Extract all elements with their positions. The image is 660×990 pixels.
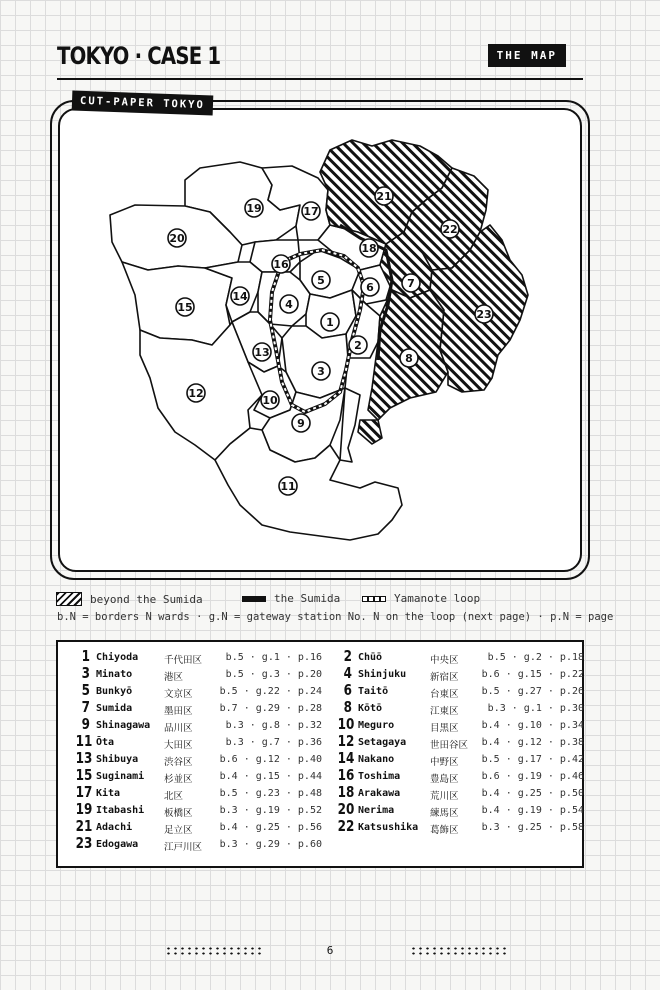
ward-ref: b.3 · g.1 · p.30	[487, 703, 584, 714]
ward-row	[72, 817, 322, 837]
ward-number: 14	[337, 749, 355, 767]
ward-name-en: Minato	[96, 669, 133, 680]
legend-river	[242, 592, 340, 605]
page-number: 6	[326, 944, 334, 957]
ward-row	[72, 732, 322, 752]
ward-name-ja: 練馬区	[430, 808, 459, 819]
ward-ref: b.6 · g.15 · p.22	[481, 669, 584, 680]
ward-name-en: Chūō	[358, 652, 383, 663]
legend-hatch-label: beyond the Sumida	[90, 592, 203, 606]
legend-loop	[362, 592, 480, 605]
ward-name-ja: 板橋区	[164, 808, 193, 819]
ward-row	[72, 783, 322, 803]
ward-name-en: Nakano	[358, 754, 395, 765]
hatch-swatch	[56, 592, 82, 606]
ward-ref: b.3 · g.25 · p.58	[481, 822, 584, 833]
ward-badge-label: 14	[232, 290, 248, 303]
ward-badge-label: 4	[285, 298, 293, 311]
ward-number: 8	[343, 698, 352, 716]
ward-number: 20	[337, 800, 355, 818]
ward-number: 11	[75, 732, 93, 750]
ward-badge-label: 10	[262, 394, 278, 407]
ward-number: 7	[81, 698, 90, 716]
ward-ref: b.7 · g.29 · p.28	[219, 703, 322, 714]
ward-number: 13	[75, 749, 93, 767]
ward-number: 2	[343, 647, 352, 665]
ward-name-en: Kita	[96, 788, 121, 799]
ward-row	[334, 732, 584, 752]
ward-badge-label: 13	[254, 346, 270, 359]
ward-row	[334, 783, 584, 803]
ward-badge-label: 11	[280, 480, 296, 493]
ward-name-en: Shibuya	[96, 754, 139, 765]
ward-ref: b.4 · g.10 · p.34	[481, 720, 584, 731]
ward-name-ja: 葛飾区	[430, 825, 459, 836]
ward-badge-label: 18	[361, 242, 377, 255]
ward-name-en: Sumida	[96, 703, 133, 714]
ward-name-ja: 台東区	[430, 689, 459, 700]
ward-badge-label: 15	[177, 301, 193, 314]
ward-name-en: Shinagawa	[96, 720, 151, 731]
ward-badge-label: 1	[326, 316, 334, 329]
ward-number: 23	[75, 834, 93, 852]
ward-index-table	[56, 640, 584, 868]
ward-name-en: Edogawa	[96, 839, 139, 850]
ward-name-en: Toshima	[358, 771, 401, 782]
ward-name-ja: 新宿区	[430, 672, 459, 683]
ward-name-ja: 墨田区	[164, 706, 193, 717]
ward-number: 1	[81, 647, 90, 665]
ward-row	[72, 715, 322, 735]
ward-row	[72, 834, 322, 854]
ward-badge-label: 6	[366, 281, 374, 294]
ward-ref: b.3 · g.8 · p.32	[225, 720, 322, 731]
ward-number: 15	[75, 766, 93, 784]
ward-name-en: Adachi	[96, 822, 133, 833]
ward-ref: b.5 · g.27 · p.26	[481, 686, 584, 697]
ward-badge-label: 9	[297, 417, 305, 430]
ward-ref: b.5 · g.22 · p.24	[219, 686, 322, 697]
ward-row	[334, 715, 584, 735]
ward-number: 5	[81, 681, 90, 699]
ward-badge-label: 22	[442, 223, 458, 236]
ward-ref: b.6 · g.19 · p.46	[481, 771, 584, 782]
ward-name-ja: 中野区	[430, 757, 459, 768]
ward-badge-label: 2	[354, 339, 362, 352]
ward-name-en: Kōtō	[358, 703, 383, 714]
ward-number: 9	[81, 715, 90, 733]
ward-ref: b.3 · g.29 · p.60	[219, 839, 322, 850]
ward-ref: b.5 · g.3 · p.20	[225, 669, 322, 680]
legend-loop-label: Yamanote loop	[394, 592, 481, 605]
ward-row	[334, 698, 584, 718]
ward-name-ja: 文京区	[164, 689, 193, 700]
ward-badge-label: 23	[476, 308, 492, 321]
ward-row	[72, 647, 322, 667]
ward-badge-label: 17	[303, 205, 319, 218]
ward-row	[334, 800, 584, 820]
ward-row	[334, 749, 584, 769]
ward-number: 6	[343, 681, 352, 699]
ward-name-en: Nerima	[358, 805, 395, 816]
ward-number: 16	[337, 766, 355, 784]
ward-ref: b.5 · g.17 · p.42	[481, 754, 584, 765]
ward-ref: b.6 · g.12 · p.40	[219, 754, 322, 765]
ward-name-ja: 千代田区	[164, 655, 203, 666]
ward-ref: b.4 · g.25 · p.50	[481, 788, 584, 799]
page-footer	[0, 940, 660, 960]
reclaimed-islands	[358, 420, 382, 444]
ward-name-en: Ōta	[96, 737, 115, 748]
ward-name-en: Setagaya	[358, 737, 407, 748]
ward-row	[72, 664, 322, 684]
river-swatch	[242, 596, 266, 602]
ward-ref: b.5 · g.23 · p.48	[219, 788, 322, 799]
ward-name-en: Itabashi	[96, 805, 145, 816]
legend-hatch	[56, 592, 203, 606]
ward-name-ja: 大田区	[164, 740, 193, 751]
ward-badge-label: 12	[188, 387, 204, 400]
ward-number: 3	[81, 664, 90, 682]
ward-badge-label: 8	[405, 352, 413, 365]
ward-ref: b.3 · g.7 · p.36	[225, 737, 322, 748]
ward-name-en: Bunkyō	[96, 686, 133, 697]
ward-row	[334, 647, 584, 667]
ward-row	[72, 698, 322, 718]
ward-ref: b.4 · g.15 · p.44	[219, 771, 322, 782]
ward-ref: b.3 · g.19 · p.52	[219, 805, 322, 816]
legend-note: b.N = borders N wards · g.N = gateway station No. N on the loop (next page) · p.N = page	[57, 611, 614, 623]
ward-name-ja: 江戸川区	[164, 842, 203, 853]
ward-ref: b.4 · g.25 · p.56	[219, 822, 322, 833]
footer-dots-right	[410, 946, 510, 956]
ward-row	[334, 664, 584, 684]
ward-name-ja: 渋谷区	[164, 757, 193, 768]
ward-name-ja: 品川区	[164, 723, 193, 734]
ward-badge-label: 16	[273, 258, 289, 271]
ward-number: 19	[75, 800, 93, 818]
ward-name-en: Suginami	[96, 771, 145, 782]
ward-row	[334, 766, 584, 786]
ward-name-ja: 北区	[164, 791, 184, 802]
ward-ref: b.4 · g.12 · p.38	[481, 737, 584, 748]
ward-number: 17	[75, 783, 93, 801]
ward-badge-label: 7	[407, 277, 415, 290]
ward-number: 22	[337, 817, 355, 835]
ward-name-en: Shinjuku	[358, 669, 407, 680]
ward-number: 18	[337, 783, 355, 801]
page-title: TOKYO · CASE 1	[57, 42, 221, 70]
ward-row	[72, 681, 322, 701]
ward-row	[334, 817, 584, 837]
legend-river-label: the Sumida	[274, 592, 341, 605]
ward-number: 12	[337, 732, 355, 750]
ward-name-ja: 足立区	[164, 825, 193, 836]
ward-ref: b.5 · g.1 · p.16	[225, 652, 322, 663]
ward-name-en: Taitō	[358, 686, 389, 697]
ward-name-en: Katsushika	[358, 822, 419, 833]
ward-name-ja: 豊島区	[430, 774, 459, 785]
loop-swatch	[362, 596, 386, 602]
ward-badge-label: 20	[169, 232, 185, 245]
ward-badge-label: 21	[376, 190, 392, 203]
ward-name-ja: 港区	[164, 672, 184, 683]
ward-ref: b.4 · g.19 · p.54	[481, 805, 584, 816]
ward-name-ja: 目黒区	[430, 723, 459, 734]
ward-row	[72, 749, 322, 769]
ward-name-en: Meguro	[358, 720, 395, 731]
ward-name-ja: 中央区	[430, 655, 459, 666]
ward-name-ja: 世田谷区	[430, 740, 469, 751]
ward-name-ja: 江東区	[430, 706, 459, 717]
ward-name-en: Chiyoda	[96, 652, 139, 663]
ward-row	[72, 800, 322, 820]
ward-name-ja: 杉並区	[164, 774, 193, 785]
ward-ref: b.5 · g.2 · p.18	[487, 652, 584, 663]
ward-badge-label: 3	[317, 365, 325, 378]
ward-badge-label: 19	[246, 202, 262, 215]
ward-name-ja: 荒川区	[430, 791, 459, 802]
map-label: CUT-PAPER TOKYO	[72, 91, 213, 116]
ward-number: 4	[343, 664, 352, 682]
ward-row	[334, 681, 584, 701]
ward-number: 21	[75, 817, 93, 835]
map-legend	[56, 592, 616, 608]
ward-row	[72, 766, 322, 786]
ward-badge-label: 5	[317, 274, 325, 287]
section-tag: THE MAP	[488, 44, 566, 67]
ward-name-en: Arakawa	[358, 788, 401, 799]
ward-number: 10	[337, 715, 355, 733]
